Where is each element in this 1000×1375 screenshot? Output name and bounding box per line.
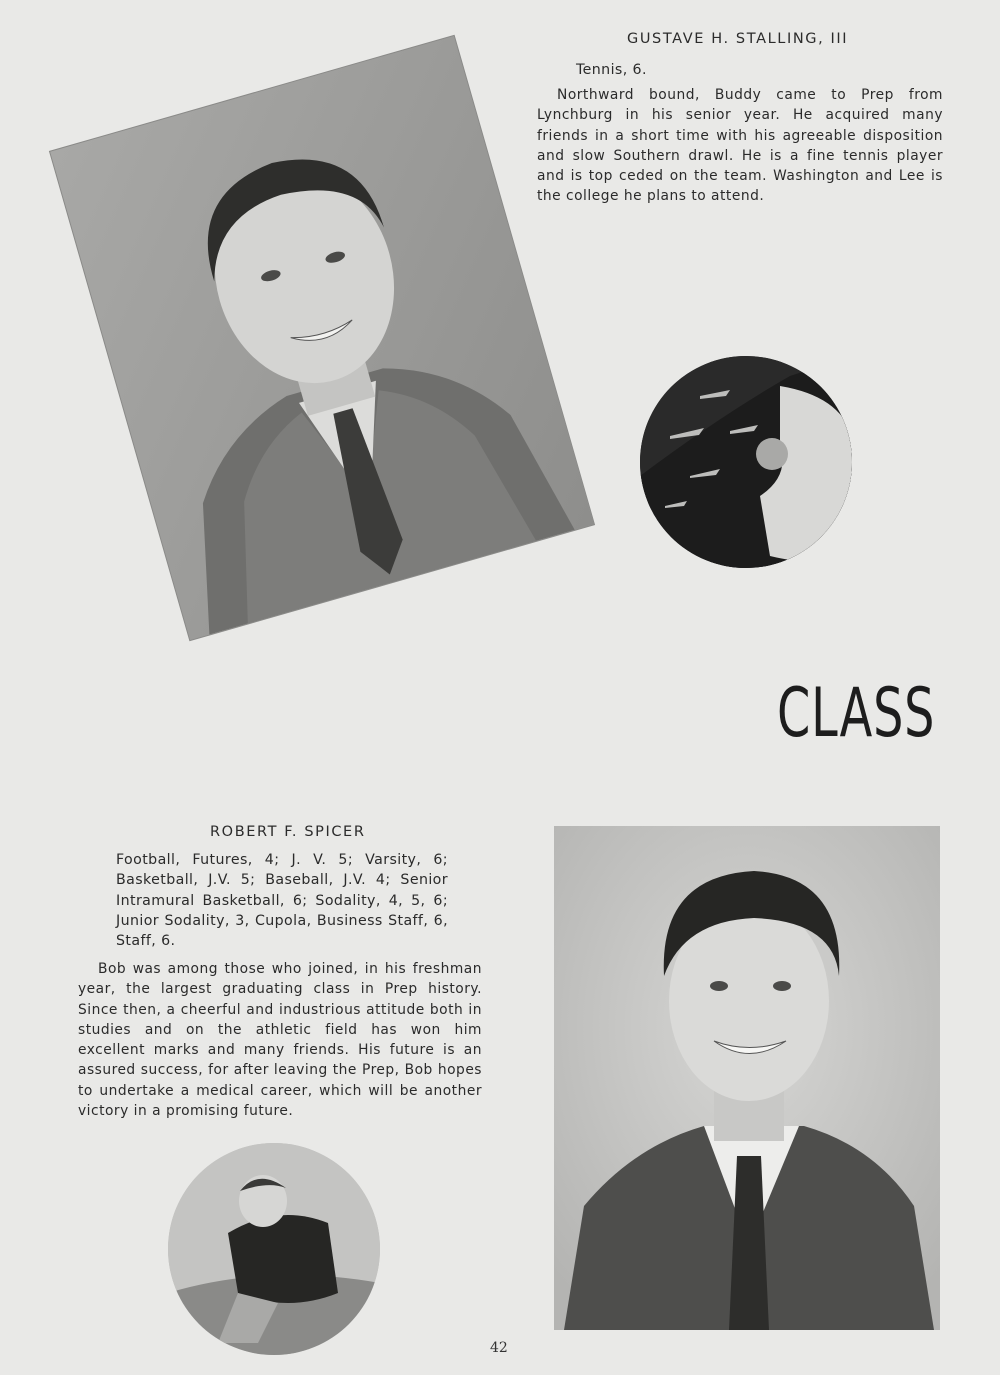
airplane-mural-snapshot bbox=[640, 356, 852, 568]
class-heading: CLASS bbox=[777, 674, 936, 753]
stalling-activities: Tennis, 6. bbox=[576, 62, 647, 78]
stalling-name: GUSTAVE H. STALLING, III bbox=[627, 31, 849, 47]
stalling-bio: Northward bound, Buddy came to Prep from Lynchburg in his senior year. He acquired many friends in a short time with his agreeable disposition and slow Southern drawl. He is a fine tennis player and is top ceded on the team. Washington and Lee is the college he plans to attend. bbox=[537, 87, 943, 205]
football-snapshot bbox=[168, 1143, 380, 1355]
spicer-name: ROBERT F. SPICER bbox=[210, 824, 366, 840]
spicer-activities: Football, Futures, 4; J. V. 5; Varsity, 6; Basketball, J.V. 5; Baseball, J.V. 4; Senior Intramural Basketball, 6; Sodality, 4, 5, 6; Junior Sodality, 3, Cupola, Business Staff, 6, Staff, 6. bbox=[116, 852, 448, 950]
spicer-portrait-photo bbox=[554, 826, 940, 1330]
stalling-portrait-photo bbox=[50, 36, 594, 640]
spicer-bio: Bob was among those who joined, in his freshman year, the largest graduating class in Prep history. Since then, a cheerful and industrious attitude both in studies and on the athletic field has won him excellent marks and many friends. His future is an assured success, for after leaving the Prep, Bob hopes to undertake a medical career, which will be another victory in a promising future. bbox=[78, 961, 482, 1120]
page-number: 42 bbox=[490, 1340, 508, 1356]
